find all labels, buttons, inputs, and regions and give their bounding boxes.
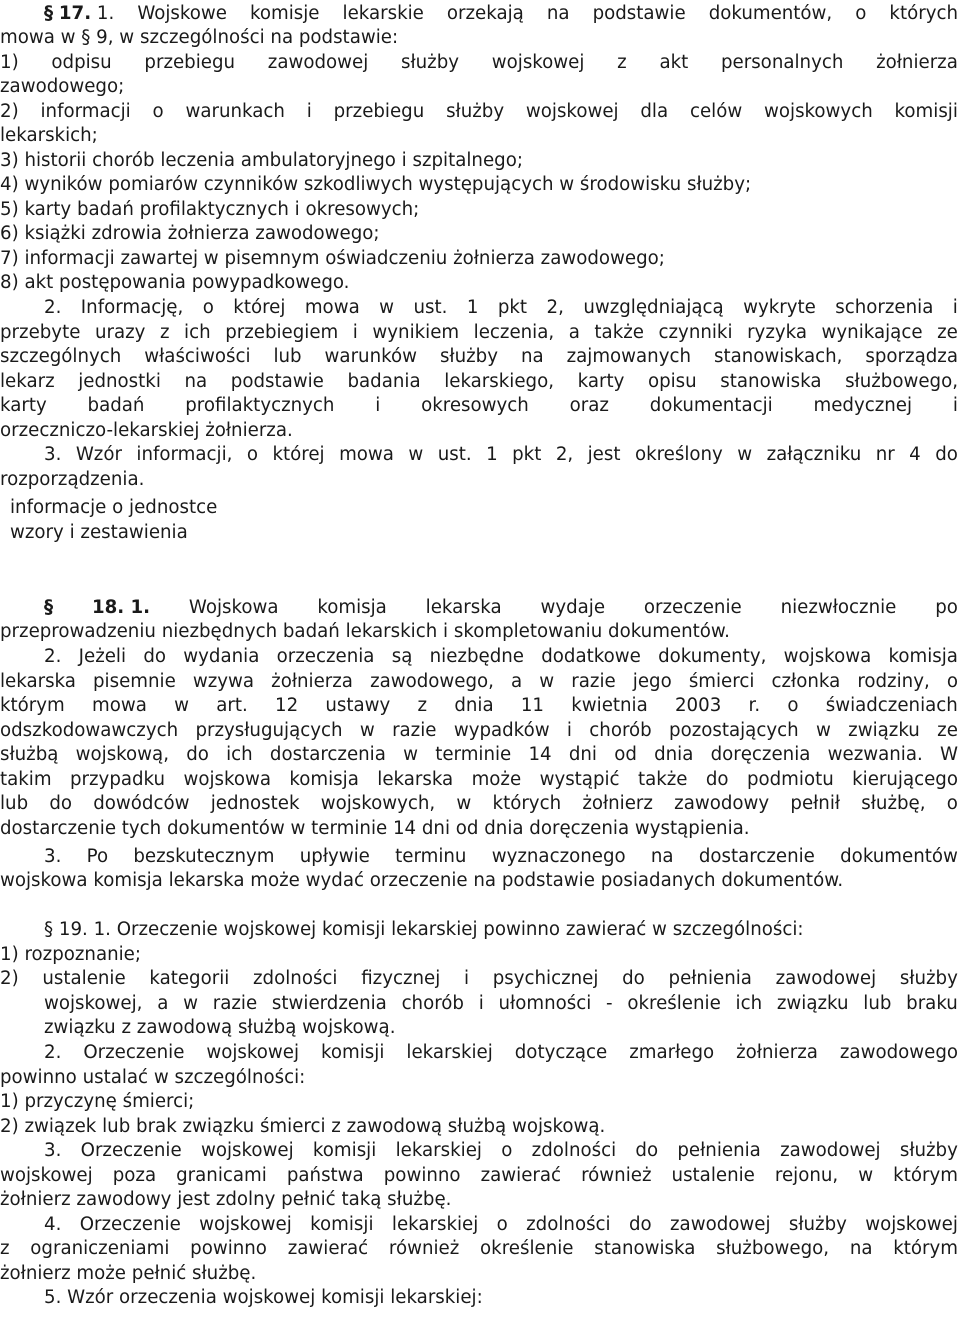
s17-para-3-line-1: 3. Wzór informacji, o której mowa w ust. 1 pkt 2, jest określony w załączniku nr 4 do [44,444,958,465]
s17-item-1-line-1: 1) odpisu przebiegu zawodowej służby wojskowej z akt personalnych żołnierza [0,52,958,73]
s17-line-2: mowa w § 9, w szczególności na podstawie: [0,27,399,48]
s18-para-3-line-2: wojskowa komisja lekarska może wydać orzeczenie na podstawie posiadanych dokumentów. [0,870,844,891]
section-number: 18. 1. [91,597,151,618]
s18-para-2-line-5: służbą wojskową, do ich dostarczenia w terminie 14 dni od dnia doręczenia wezwania. W [0,744,958,765]
s19-para-5: 5. Wzór orzeczenia wojskowej komisji lekarskiej: [44,1287,483,1308]
s17-item-1-line-2: zawodowego; [0,76,125,97]
s17-item-3: 3) historii chorób leczenia ambulatoryjnego i szpitalnego; [0,150,523,171]
s18-para-3-line-1: 3. Po bezskutecznym upływie terminu wyznaczonego na dostarczenie dokumentów [44,846,958,867]
s19-para-2-line-1: 2. Orzeczenie wojskowej komisji lekarskiej dotyczące zmarłego żołnierza zawodowego [44,1042,958,1063]
s19-line-1: § 19. 1. Orzeczenie wojskowej komisji lekarskiej powinno zawierać w szczególności: [44,919,804,940]
s17-para-2-line-6: orzeczniczo-lekarskiej żołnierza. [0,420,293,441]
section-mark: § [44,3,54,24]
s19-item-2-line-2: wojskowej, a w razie stwierdzenia chorób i ułomności - określenie ich związku lub braku [44,993,958,1014]
s17-para-2-line-3: szczególnych właściwości lub warunków służby na zajmowanych stanowiskach, sporządza [0,346,958,367]
link-wzory-i-zestawienia[interactable]: wzory i zestawienia [10,522,188,543]
s18-para-2-line-8: dostarczenie tych dokumentów w terminie 14 dni od dnia doręczenia wystąpienia. [0,818,750,839]
s18-para-2-line-1: 2. Jeżeli do wydania orzeczenia są niezbędne dodatkowe dokumenty, wojskowa komisja [44,646,958,667]
s17-item-4: 4) wyników pomiarów czynników szkodliwych występujących w środowisku służby; [0,174,752,195]
s18-para-2-line-6: takim przypadku wojskowa komisja lekarska może wystąpić także do podmiotu kierującego [0,769,958,790]
s18-para-2-line-4: odszkodowawczych przysługujących w razie wypadków i chorób pozostających w związku ze [0,720,958,741]
section-number: 17. [58,3,92,24]
s19-para-3-line-3: żołnierz zawodowy jest zdolny pełnić taką służbę. [0,1189,452,1210]
s17-para-2-line-4: lekarz jednostki na podstawie badania lekarskiego, karty opisu stanowiska służbowego, [0,371,958,392]
s19-item-2-line-1: 2) ustalenie kategorii zdolności fizycznej i psychicznej do pełnienia zawodowej służby [0,968,958,989]
s17-item-8: 8) akt postępowania powypadkowego. [0,272,350,293]
s19-para-4-line-3: żołnierz może pełnić służbę. [0,1263,257,1284]
s17-line-1: § 17. 1. Wojskowe komisje lekarskie orzekają na podstawie dokumentów, o których [44,2,958,27]
s19-para-3-line-2: wojskowej poza granicami państwa powinno zawierać również ustalenie rejonu, w którym [0,1165,958,1186]
s17-item-2-line-1: 2) informacji o warunkach i przebiegu służby wojskowej dla celów wojskowych komisji [0,101,958,122]
s19-para-4-line-2: z ograniczeniami powinno zawierać również określenie stanowiska służbowego, na którym [0,1238,958,1259]
s18-para-2-line-7: lub do dowódców jednostek wojskowych, w których żołnierz zawodowy pełnił służbę, o [0,793,958,814]
s19-item-1: 1) rozpoznanie; [0,944,141,965]
s17-para-2-line-2: przebyte urazy z ich przebiegiem i wynikiem leczenia, a także czynniki ryzyka wynikające ze [0,322,958,343]
s18-line-1: § 18. 1. Wojskowa komisja lekarska wydaje orzeczenie niezwłocznie po [44,596,958,621]
s17-item-7: 7) informacji zawartej w pisemnym oświadczeniu żołnierza zawodowego; [0,248,665,269]
s19-item-2-line-3: związku z zawodową służbą wojskową. [44,1017,396,1038]
s19-para-2-item-1: 1) przyczynę śmierci; [0,1091,195,1112]
s18-para-2-line-2: lekarska pisemnie wzywa żołnierza zawodowego, a w razie jego śmierci członka rodziny, o [0,671,958,692]
s17-item-2-line-2: lekarskich; [0,125,98,146]
s17-item-5: 5) karty badań profilaktycznych i okresowych; [0,199,420,220]
s18-para-2-line-3: którym mowa w art. 12 ustawy z dnia 11 kwietnia 2003 r. o świadczeniach [0,695,958,716]
s19-para-3-line-1: 3. Orzeczenie wojskowej komisji lekarskiej o zdolności do pełnienia zawodowej służby [44,1140,958,1161]
s19-para-2-line-2: powinno ustalać w szczególności: [0,1067,306,1088]
s19-para-4-line-1: 4. Orzeczenie wojskowej komisji lekarskiej o zdolności do zawodowej służby wojskowej [44,1214,958,1235]
s18-line-2: przeprowadzeniu niezbędnych badań lekarskich i skompletowaniu dokumentów. [0,621,730,642]
s17-para-3-line-2: rozporządzenia. [0,469,145,490]
s19-para-2-item-2: 2) związek lub brak związku śmierci z zawodową służbą wojskową. [0,1116,606,1137]
s17-para-2-line-5: karty badań profilaktycznych i okresowych oraz dokumentacji medycznej i [0,395,958,416]
link-informacje-o-jednostce[interactable]: informacje o jednostce [10,497,218,518]
s17-item-6: 6) książki zdrowia żołnierza zawodowego; [0,223,380,244]
s17-para-2-line-1: 2. Informację, o której mowa w ust. 1 pkt 2, uwzględniającą wykryte schorzenia i [44,297,958,318]
